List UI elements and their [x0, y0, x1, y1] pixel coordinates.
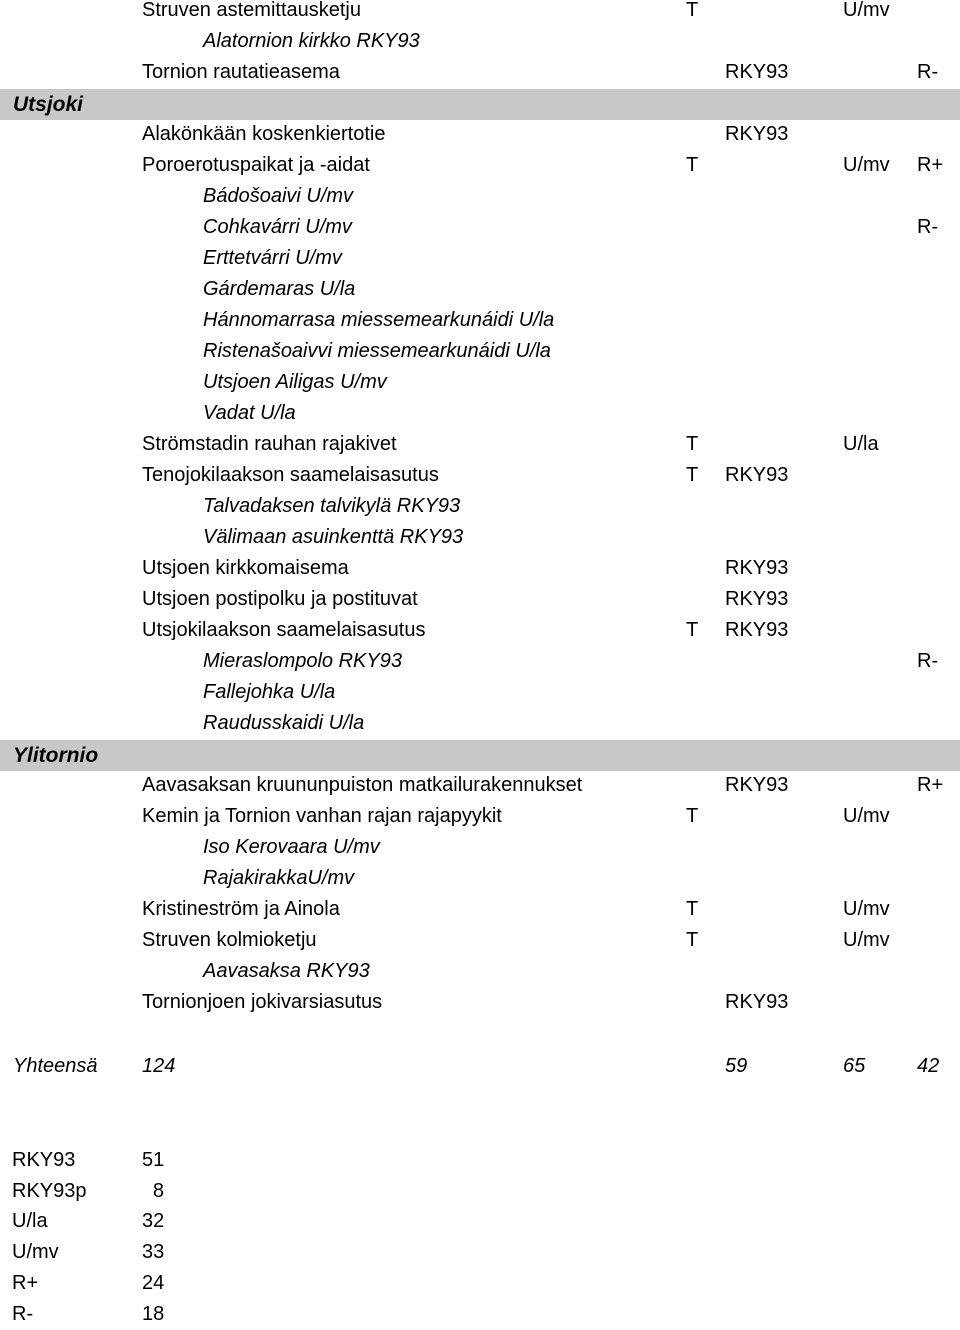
table-row	[0, 708, 960, 739]
table-row	[0, 243, 960, 274]
section-header	[0, 740, 960, 771]
section-title: Ylitornio	[13, 744, 99, 767]
table-row	[0, 987, 960, 1018]
site-name: Aavasaksan kruununpuiston matkailurakennukset	[142, 774, 583, 796]
table-row	[0, 212, 960, 243]
sub-site-name: Hánnomarrasa miessemearkunáidi U/la	[203, 309, 555, 331]
r-flag: R+	[917, 154, 944, 176]
sub-site-name: RajakirakkaU/mv	[203, 867, 355, 889]
table-row	[0, 336, 960, 367]
summary-row	[0, 1237, 200, 1268]
t-flag: T	[686, 619, 699, 641]
total-label: Yhteensä	[13, 1055, 98, 1077]
table-row	[0, 801, 960, 832]
table-row	[0, 615, 960, 646]
table-row	[0, 429, 960, 460]
summary-value: 8	[152, 1180, 164, 1202]
sub-site-name: Vadat U/la	[203, 402, 296, 424]
table-row	[0, 584, 960, 615]
r-flag: R-	[917, 216, 939, 238]
r-flag: R-	[917, 650, 939, 672]
table-row	[0, 925, 960, 956]
table-row	[0, 646, 960, 677]
summary-value: 51	[142, 1149, 165, 1171]
total-u: 65	[843, 1055, 866, 1077]
rky-flag: RKY93	[725, 557, 789, 579]
sub-site-name: Iso Kerovaara U/mv	[203, 836, 380, 858]
site-name: Struven astemittausketju	[142, 0, 361, 21]
site-name: Alakönkään koskenkiertotie	[142, 123, 386, 145]
site-name: Utsjoen kirkkomaisema	[142, 557, 349, 579]
rky-flag: RKY93	[725, 774, 789, 796]
rky-flag: RKY93	[725, 123, 789, 145]
table-row	[0, 522, 960, 553]
table-row	[0, 770, 960, 801]
total-row	[0, 1051, 960, 1082]
u-flag: U/mv	[843, 898, 890, 920]
sub-site-name: Bádošoaivi U/mv	[203, 185, 354, 207]
table-row	[0, 367, 960, 398]
u-flag: U/mv	[843, 0, 890, 21]
site-name: Struven kolmioketju	[142, 929, 317, 951]
sub-site-name: Ristenašoaivvi miessemearkunáidi U/la	[203, 340, 551, 362]
summary-row	[0, 1145, 200, 1176]
table-row	[0, 894, 960, 925]
t-flag: T	[686, 0, 699, 21]
table-row	[0, 677, 960, 708]
table-row	[0, 491, 960, 522]
sub-site-name: Raudusskaidi U/la	[203, 712, 365, 734]
table-row	[0, 863, 960, 894]
site-name: Kemin ja Tornion vanhan rajan rajapyykit	[142, 805, 502, 827]
summary-row	[0, 1176, 200, 1207]
table-row	[0, 553, 960, 584]
t-flag: T	[686, 898, 699, 920]
site-name: Utsjoen postipolku ja postituvat	[142, 588, 418, 610]
site-name: Tenojokilaakson saamelaisasutus	[142, 464, 439, 486]
site-name: Strömstadin rauhan rajakivet	[142, 433, 397, 455]
table-row	[0, 0, 960, 26]
sub-site-name: Välimaan asuinkenttä RKY93	[203, 526, 464, 548]
t-flag: T	[686, 433, 699, 455]
r-flag: R+	[917, 774, 944, 796]
table-row	[0, 398, 960, 429]
table-row	[0, 119, 960, 150]
t-flag: T	[686, 464, 699, 486]
t-flag: T	[686, 805, 699, 827]
rky-flag: RKY93	[725, 991, 789, 1013]
sub-site-name: Talvadaksen talvikylä RKY93	[203, 495, 461, 517]
site-name: Utsjokilaakson saamelaisasutus	[142, 619, 426, 641]
sub-site-name: Utsjoen Ailigas U/mv	[203, 371, 387, 393]
rky-flag: RKY93	[725, 464, 789, 486]
summary-row	[0, 1268, 200, 1299]
rky-flag: RKY93	[725, 61, 789, 83]
table-row	[0, 150, 960, 181]
u-flag: U/la	[843, 433, 879, 455]
summary-value: 32	[142, 1210, 165, 1232]
summary-key: R-	[12, 1303, 34, 1325]
sub-site-name: Cohkavárri U/mv	[203, 216, 352, 238]
total-count: 124	[142, 1055, 176, 1077]
u-flag: U/mv	[843, 805, 890, 827]
summary-key: U/mv	[12, 1241, 59, 1263]
table-row	[0, 26, 960, 57]
table-row	[0, 956, 960, 987]
summary-key: U/la	[12, 1210, 48, 1232]
table-row	[0, 274, 960, 305]
r-flag: R-	[917, 61, 939, 83]
site-name: Kristineström ja Ainola	[142, 898, 340, 920]
rky-flag: RKY93	[725, 588, 789, 610]
total-r: 42	[917, 1055, 940, 1077]
summary-row	[0, 1299, 200, 1330]
sub-site-name: Alatornion kirkko RKY93	[203, 30, 420, 52]
summary-value: 24	[142, 1272, 165, 1294]
section-title: Utsjoki	[13, 93, 84, 116]
sub-site-name: Aavasaksa RKY93	[203, 960, 370, 982]
site-name: Tornion rautatieasema	[142, 61, 340, 83]
summary-key: RKY93	[12, 1149, 76, 1171]
u-flag: U/mv	[843, 929, 890, 951]
summary-key: RKY93p	[12, 1180, 87, 1202]
site-name: Tornionjoen jokivarsiasutus	[142, 991, 383, 1013]
t-flag: T	[686, 929, 699, 951]
table-row	[0, 181, 960, 212]
table-row	[0, 832, 960, 863]
site-name: Poroerotuspaikat ja -aidat	[142, 154, 370, 176]
sub-site-name: Erttetvárri U/mv	[203, 247, 342, 269]
total-rky: 59	[725, 1055, 748, 1077]
summary-value: 33	[142, 1241, 165, 1263]
summary-key: R+	[12, 1272, 39, 1294]
sub-site-name: Mieraslompolo RKY93	[203, 650, 402, 672]
sub-site-name: Gárdemaras U/la	[203, 278, 356, 300]
table-row	[0, 460, 960, 491]
table-row	[0, 305, 960, 336]
rky-flag: RKY93	[725, 619, 789, 641]
table-row	[0, 57, 960, 88]
u-flag: U/mv	[843, 154, 890, 176]
sub-site-name: Fallejohka U/la	[203, 681, 336, 703]
t-flag: T	[686, 154, 699, 176]
summary-value: 18	[142, 1303, 165, 1325]
section-header	[0, 89, 960, 120]
summary-row	[0, 1206, 200, 1237]
